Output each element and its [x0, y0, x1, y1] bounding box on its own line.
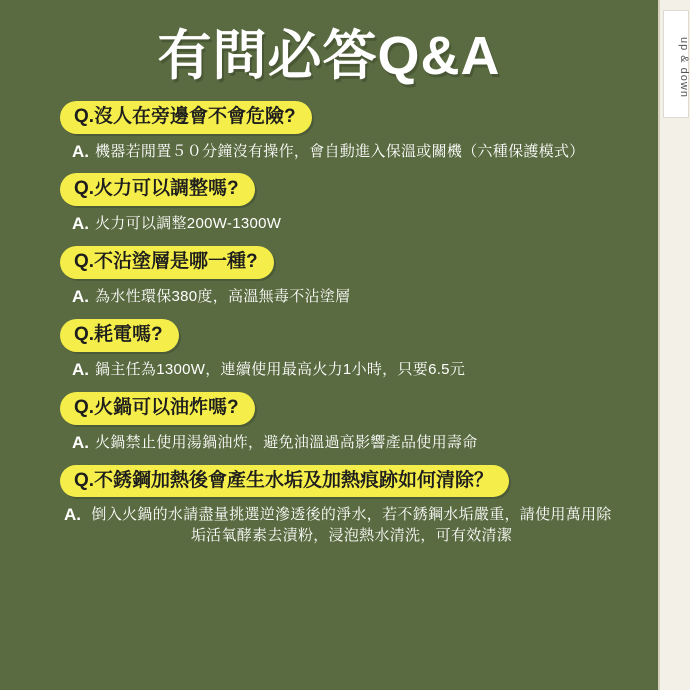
question-bubble: Q.耗電嗎? [60, 319, 179, 352]
answer-row [18, 286, 640, 309]
question-bubble: Q.火力可以調整嗎? [60, 173, 255, 206]
question-row [18, 392, 640, 425]
qa-item [18, 392, 640, 455]
question-bubble: Q.火鍋可以油炸嗎? [60, 392, 255, 425]
answer-text: 為水性環保380度，高溫無毒不沾塗層 [95, 288, 351, 306]
page-title: 有問必答Q&A [157, 26, 501, 86]
answer-text: 鍋主任為1300W，連續使用最高火力1小時，只要6.5元 [95, 360, 466, 378]
question-bubble: Q.沒人在旁邊會不會危險? [60, 101, 312, 134]
answer-text: 機器若閒置５０分鐘沒有操作，會自動進入保溫或關機（六種保護模式） [95, 142, 585, 160]
answer-prefix: A. [72, 214, 89, 234]
question-bubble: Q.不銹鋼加熱後會產生水垢及加熱痕跡如何清除？ [60, 465, 509, 498]
answer-prefix: A. [72, 287, 89, 307]
question-row [18, 319, 640, 352]
answer-row [18, 213, 640, 236]
side-rail-panel[interactable] [663, 10, 689, 118]
question-row [18, 246, 640, 279]
qa-item [18, 101, 640, 164]
answer-row [18, 504, 640, 546]
question-bubble: Q.不沾塗層是哪一種? [60, 246, 274, 279]
answer-row [18, 141, 640, 164]
qa-item [18, 465, 640, 547]
qa-item [18, 246, 640, 309]
side-rail [658, 0, 690, 690]
qa-list [18, 101, 640, 547]
answer-text: 火鍋禁止使用湯鍋油炸，避免油溫過高影響產品使用壽命 [95, 433, 478, 451]
question-row [18, 465, 640, 498]
answer-row [18, 359, 640, 382]
answer-text: 火力可以調整200W-1300W [95, 215, 282, 233]
question-row [18, 101, 640, 134]
answer-prefix: A. [72, 432, 89, 452]
answer-text: 倒入火鍋的水請盡量挑選逆滲透後的淨水，若不銹鋼水垢嚴重，請使用萬用除垢活氧酵素去漬粉，浸泡熱水清洗，可有效清潔 [91, 506, 612, 545]
qa-item [18, 173, 640, 236]
up-and-down-label: up & down [678, 37, 690, 98]
qa-item [18, 319, 640, 382]
answer-prefix: A. [72, 141, 89, 161]
answer-prefix: A. [72, 359, 89, 379]
answer-prefix: A. [64, 505, 81, 525]
question-row [18, 173, 640, 206]
answer-row [18, 432, 640, 455]
